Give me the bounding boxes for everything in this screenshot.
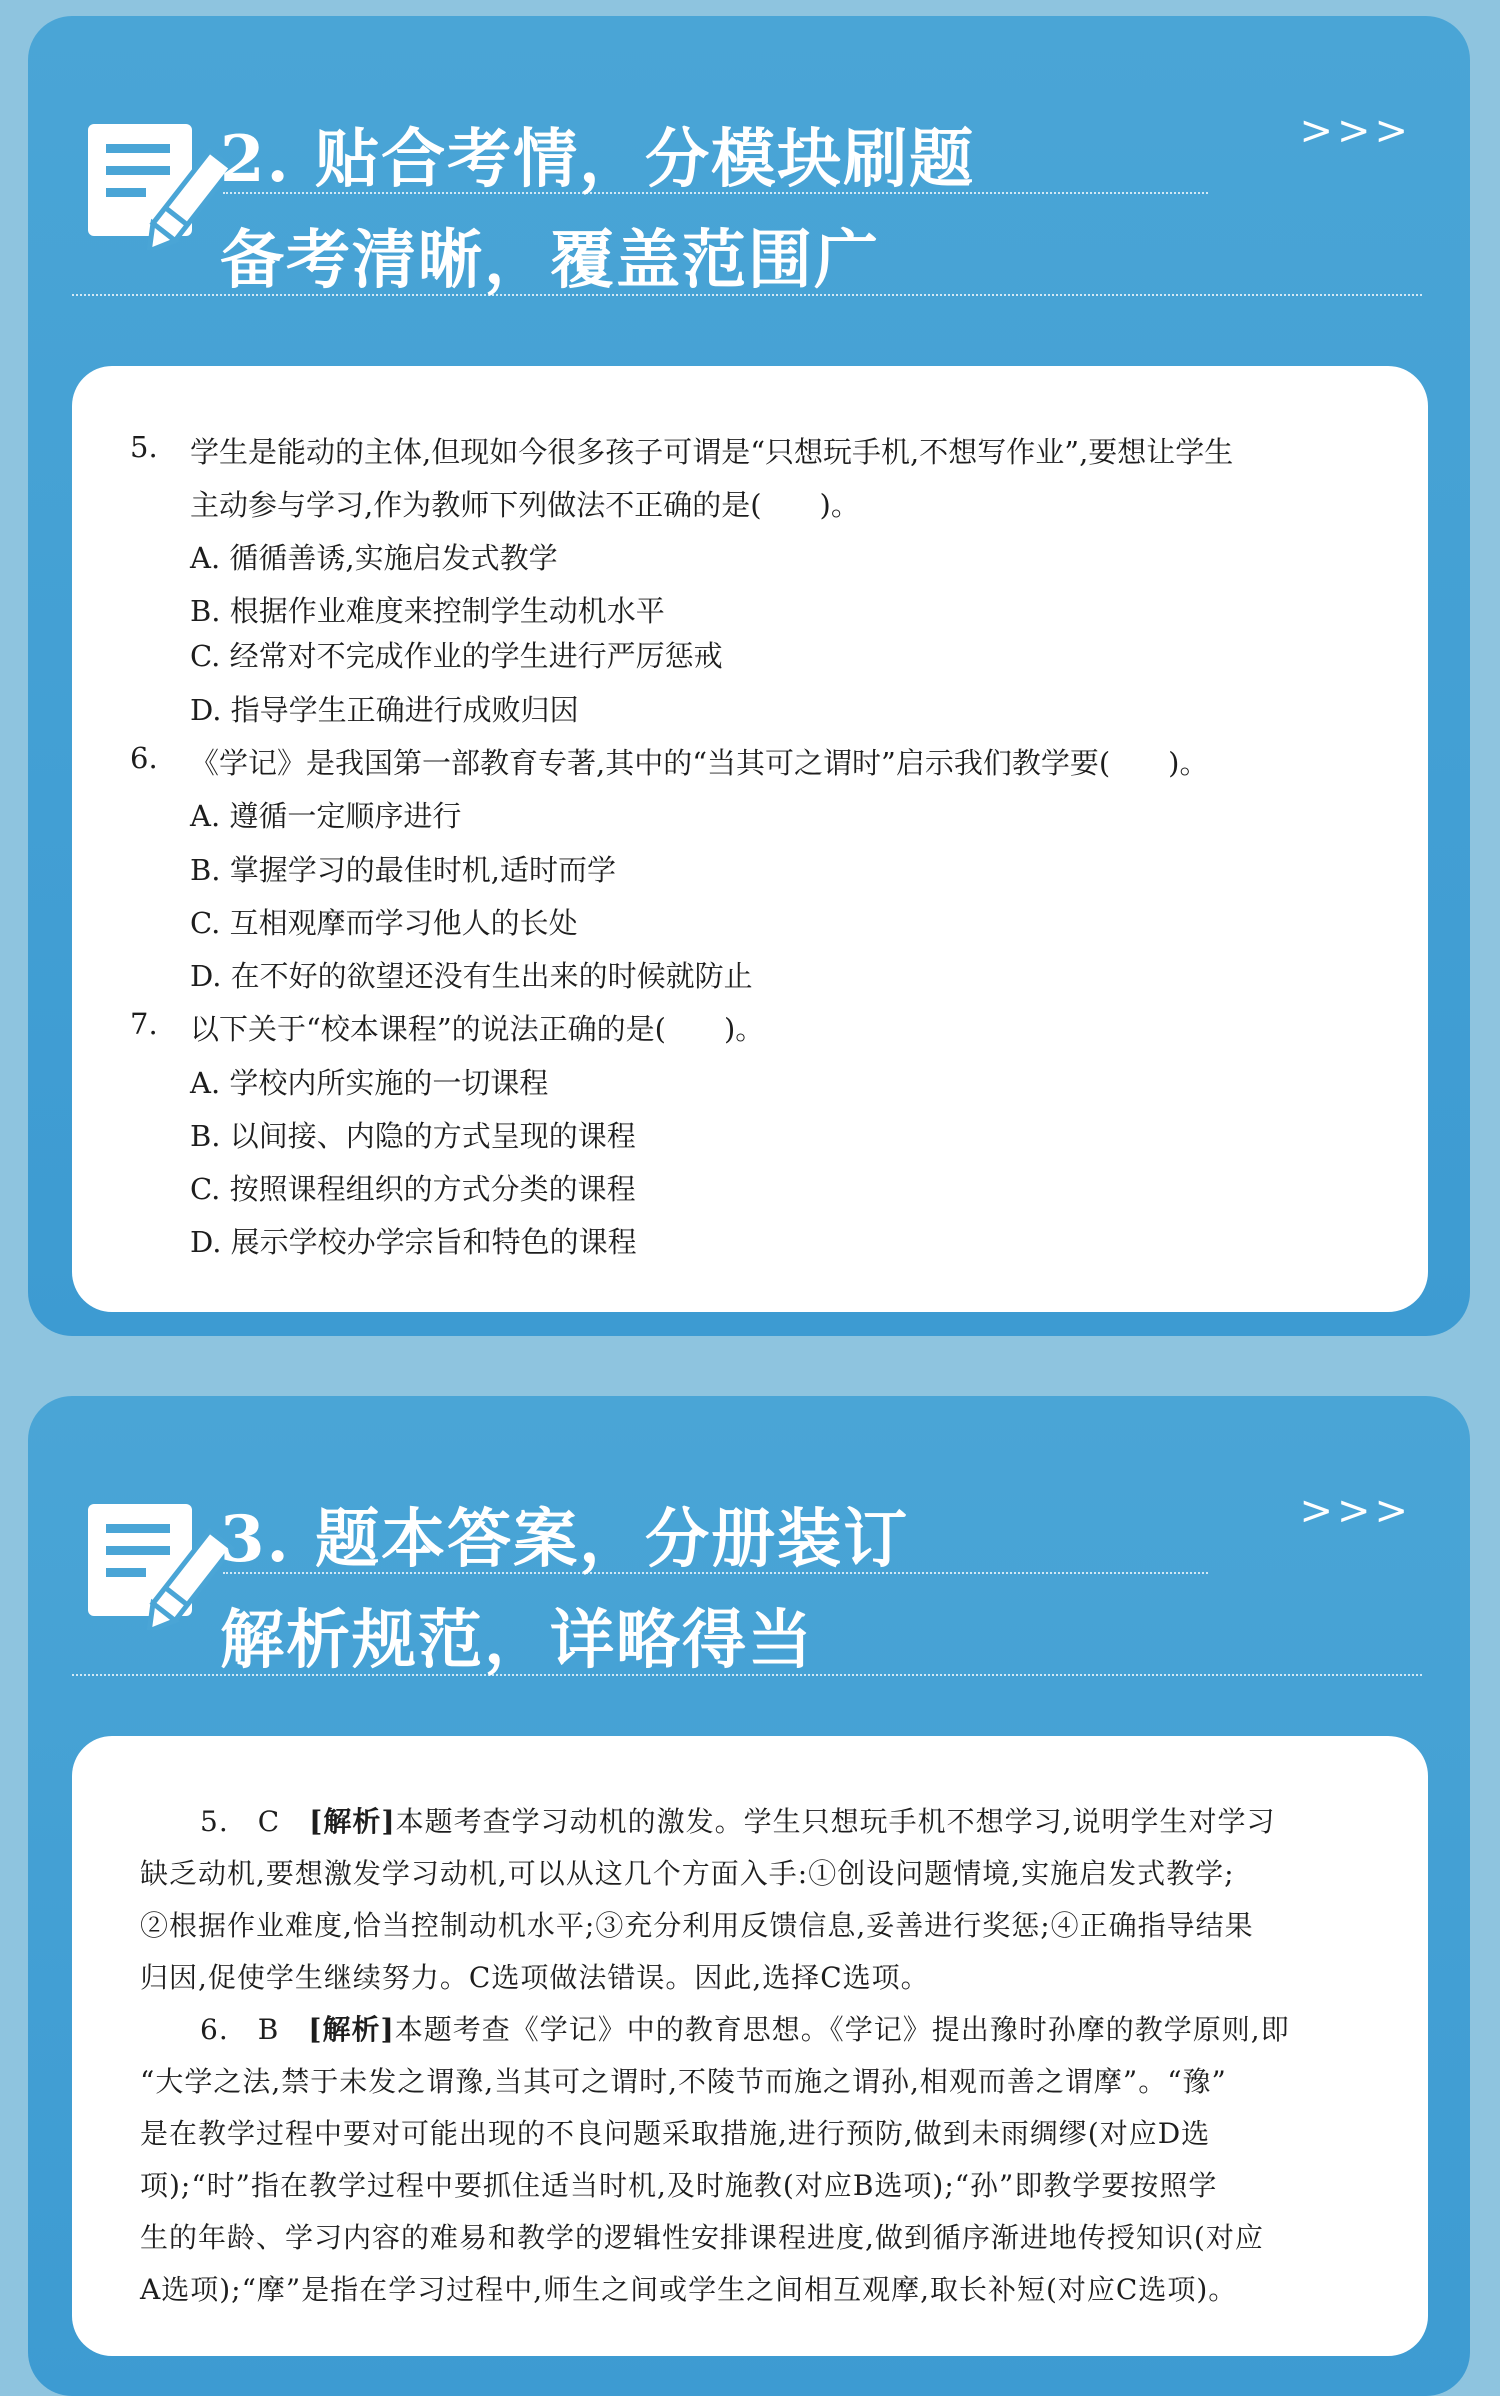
option: B. 根据作业难度来控制学生动机水平: [190, 594, 665, 628]
question-text: 以下关于“校本课程”的说法正确的是( )。: [190, 1012, 765, 1046]
option: A. 遵循一定顺序进行: [190, 799, 462, 833]
option: B. 以间接、内隐的方式呈现的课程: [190, 1119, 636, 1153]
option: D. 指导学生正确进行成败归因: [190, 693, 579, 727]
divider: [72, 1674, 1422, 1676]
answer-key: 5. C: [200, 1805, 310, 1838]
option: C. 经常对不完成作业的学生进行严厉惩戒: [190, 639, 723, 673]
section-2-title: 2. 贴合考情，分模块刷题: [220, 122, 976, 197]
answer-text: A选项);“摩”是指在学习过程中,师生之间或学生之间相互观摩,取长补短(对应C选项)。: [140, 2273, 1238, 2306]
section-3-subtitle: 解析规范，详略得当: [220, 1603, 814, 1678]
option: C. 互相观摩而学习他人的长处: [190, 906, 578, 940]
option: B. 掌握学习的最佳时机,适时而学: [190, 853, 616, 887]
answer-text: 项);“时”指在教学过程中要抓住适当时机,及时施教(对应B选项);“孙”即教学要按照学: [140, 2169, 1218, 2202]
analysis-tag: [解析]: [308, 2013, 395, 2046]
section-2-panel: [28, 16, 1470, 1336]
section-2-subtitle: 备考清晰，覆盖范围广: [220, 223, 880, 298]
question-number: 7.: [130, 1007, 158, 1041]
question-text: 学生是能动的主体,但现如今很多孩子可谓是“只想玩手机,不想写作业”,要想让学生: [190, 435, 1234, 469]
answer-text: 归因,促使学生继续努力。C选项做法错误。因此,选择C选项。: [140, 1961, 930, 1994]
answer-text: ②根据作业难度,恰当控制动机水平;③充分利用反馈信息,妥善进行奖惩;④正确指导结果: [140, 1909, 1254, 1942]
divider: [223, 192, 1208, 194]
question-number: 6.: [130, 741, 158, 775]
option: A. 学校内所实施的一切课程: [190, 1066, 549, 1100]
answers-card: [72, 1736, 1428, 2356]
section-3-panel: [28, 1396, 1470, 2396]
chevrons-icon: >>>: [1299, 1488, 1412, 1534]
option: A. 循循善诱,实施启发式教学: [190, 541, 558, 575]
questions-card: [72, 366, 1428, 1312]
answer-text: 是在教学过程中要对可能出现的不良问题采取措施,进行预防,做到未雨绸缪(对应D选: [140, 2117, 1211, 2150]
section-3-header: [28, 1396, 1470, 1696]
note-pencil-icon: [86, 114, 236, 250]
divider: [72, 294, 1422, 296]
divider: [223, 1572, 1208, 1574]
answer-text: 本题考查学习动机的激发。学生只想玩手机不想学习,说明学生对学习: [395, 1805, 1276, 1838]
option: C. 按照课程组织的方式分类的课程: [190, 1172, 636, 1206]
question-text: 主动参与学习,作为教师下列做法不正确的是( )。: [190, 488, 860, 522]
answer-text: 缺乏动机,要想激发学习动机,可以从这几个方面入手:①创设问题情境,实施启发式教学;: [140, 1857, 1235, 1890]
answer-text: “大学之法,禁于未发之谓豫,当其可之谓时,不陵节而施之谓孙,相观而善之谓摩”。“豫”: [140, 2065, 1227, 2098]
option: D. 在不好的欲望还没有生出来的时候就防止: [190, 959, 753, 993]
question-text: 《学记》是我国第一部教育专著,其中的“当其可之谓时”启示我们教学要( )。: [190, 746, 1209, 780]
note-pencil-icon: [86, 1494, 236, 1630]
answer-text: 本题考查《学记》中的教育思想。《学记》提出豫时孙摩的教学原则,即: [394, 2013, 1290, 2046]
answer-text: 生的年龄、学习内容的难易和教学的逻辑性安排课程进度,做到循序渐进地传授知识(对应: [140, 2221, 1264, 2254]
answer-key: 6. B: [200, 2013, 309, 2046]
analysis-tag: [解析]: [309, 1805, 396, 1838]
section-3-title: 3. 题本答案，分册装订: [220, 1502, 910, 1577]
section-2-header: [28, 16, 1470, 316]
question-number: 5.: [130, 430, 158, 464]
option: D. 展示学校办学宗旨和特色的课程: [190, 1225, 637, 1259]
answer-paragraph: [200, 1800, 1276, 1840]
chevrons-icon: >>>: [1299, 108, 1412, 154]
answer-paragraph: [200, 2008, 1290, 2048]
